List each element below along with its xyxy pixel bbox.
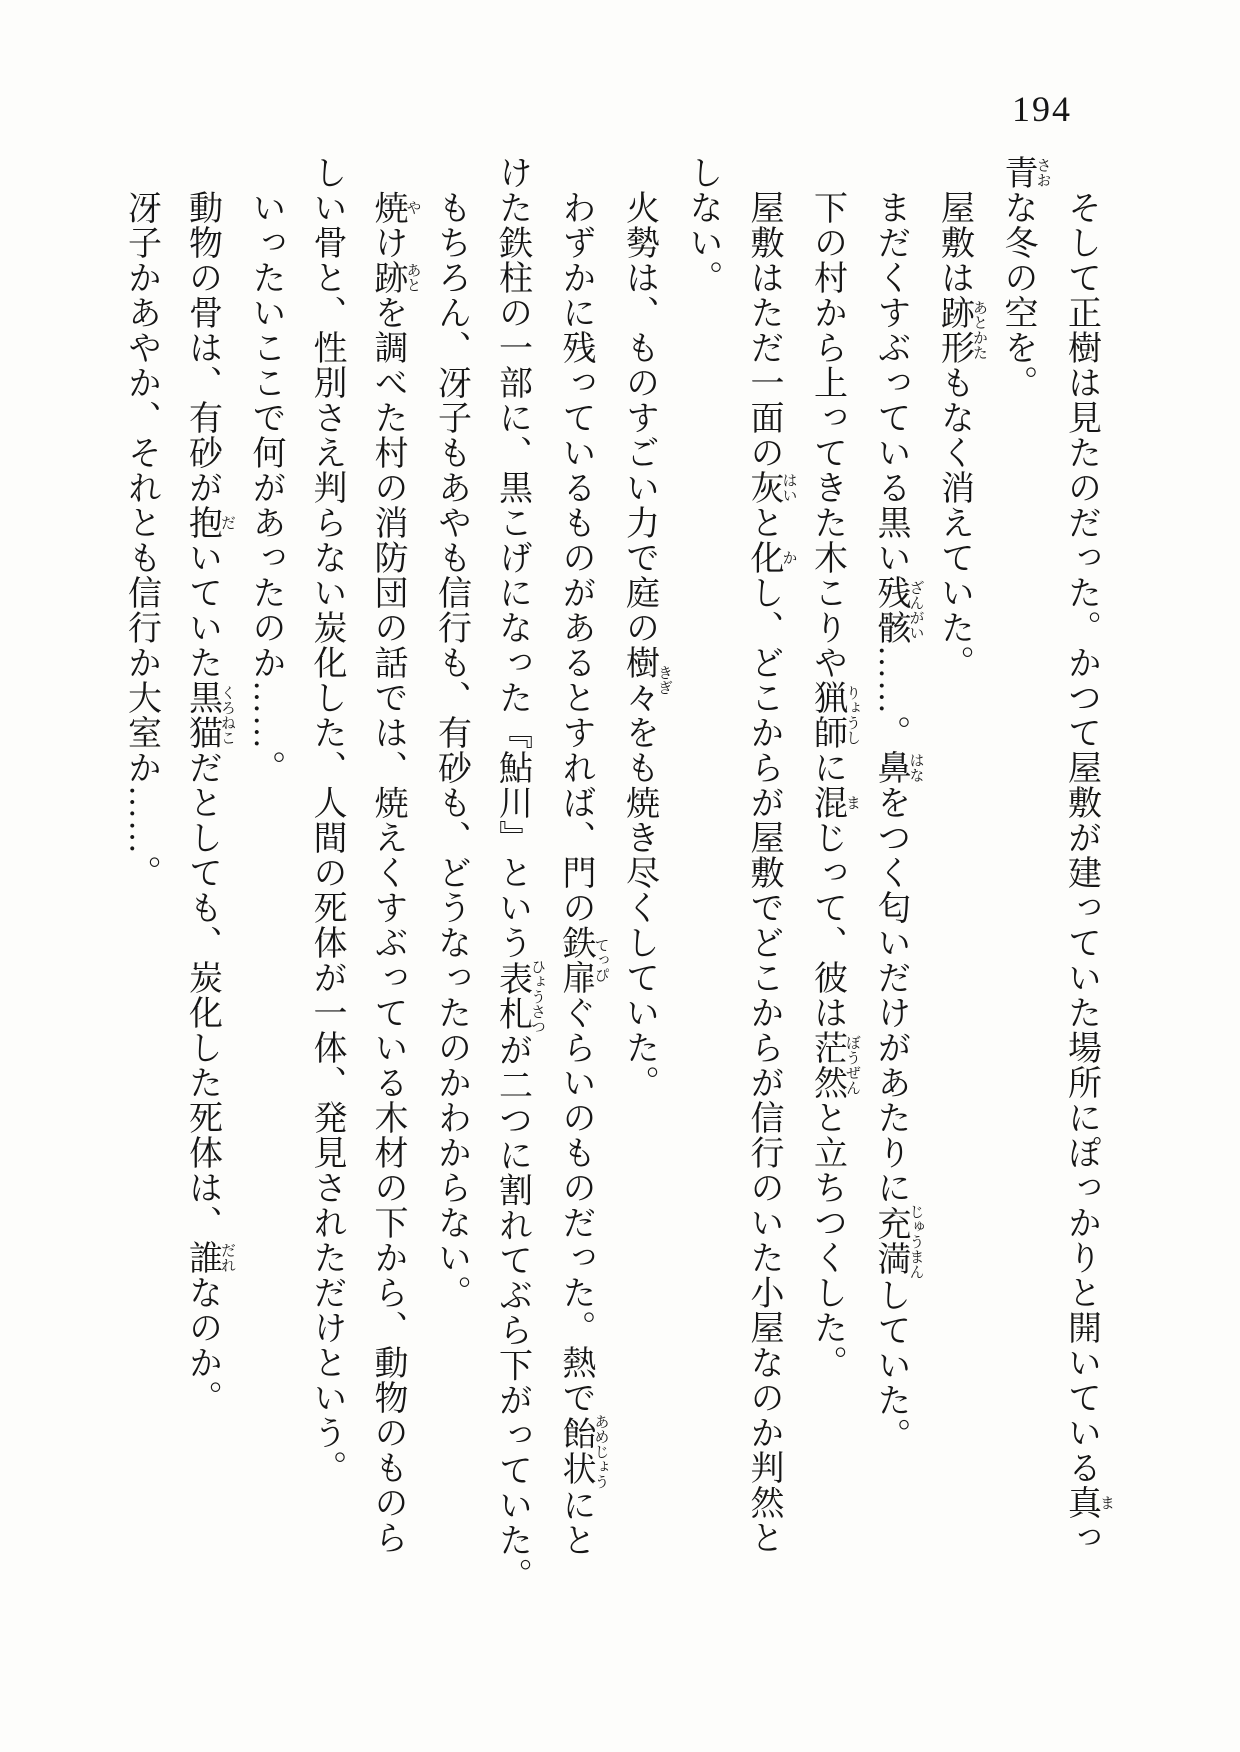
ruby-annotated-word — [183, 505, 235, 540]
text-column — [609, 155, 673, 1585]
ruby-annotated-word — [557, 925, 609, 995]
ruby-base-text: 表札 — [493, 958, 531, 1034]
text-run: いていた — [183, 540, 221, 680]
page-number: 194 — [1012, 89, 1072, 129]
ruby-annotated-word — [183, 1240, 235, 1275]
text-run: をも焼き尽くしていた。 — [620, 715, 658, 1100]
text-run: け — [369, 225, 406, 260]
text-run: しない。 — [684, 155, 721, 295]
ruby-base-text: 跡形 — [935, 295, 973, 365]
ruby-annotated-word — [745, 470, 797, 505]
text-run: が二つに割れてぶら下がっていた。 — [493, 1032, 531, 1593]
text-column — [1051, 155, 1115, 1585]
text-run: と立ちつくした。 — [808, 1100, 846, 1380]
text-run: けた鉄柱の一部に、黒こげになった『鮎川』という — [493, 155, 531, 960]
furigana: ま — [1098, 1485, 1114, 1520]
text-run: そして正樹は見たのだった。かつて屋敷が建っていた場所にぽっかりと開いている — [1062, 190, 1100, 1485]
ruby-base-text: 青 — [999, 155, 1036, 190]
ruby-base-text: 飴状 — [557, 1413, 594, 1489]
text-run: ぐらいのものだった。熱で — [557, 995, 594, 1415]
ruby-annotated-word — [369, 260, 421, 295]
text-run: なのか。 — [183, 1275, 221, 1415]
text-run: っ — [1062, 1520, 1100, 1555]
text-run: だとしても、炭化した死体は、 — [183, 750, 221, 1240]
text-column — [111, 155, 172, 1585]
furigana: さお — [1034, 155, 1051, 190]
furigana: てっぴ — [592, 925, 609, 995]
ruby-base-text: 樹々 — [620, 645, 658, 715]
ruby-base-text: 化 — [745, 540, 782, 575]
text-column — [545, 155, 609, 1585]
vertical-text-block — [111, 155, 1115, 1593]
text-column — [235, 155, 296, 1585]
text-run: を調べた村の消防団の話では、焼えくすぶっている木材の下から、動物のものら — [369, 295, 406, 1555]
furigana: ぼうぜん — [844, 1030, 860, 1100]
furigana: ま — [844, 785, 860, 820]
text-column — [357, 155, 421, 1585]
furigana: ざんがい — [907, 575, 924, 645]
text-run: に — [808, 750, 846, 785]
ruby-annotated-word — [620, 645, 672, 715]
text-column — [987, 155, 1051, 1585]
ruby-annotated-word — [808, 785, 860, 820]
ruby-annotated-word — [935, 295, 987, 365]
text-run: 屋敷は — [935, 190, 973, 295]
ruby-annotated-word — [493, 958, 545, 1034]
text-run: ……。 — [872, 645, 909, 750]
ruby-base-text: 残骸 — [872, 575, 909, 645]
text-column — [924, 155, 988, 1585]
furigana: か — [780, 540, 797, 575]
text-run: をつく匂いだけがあたりに — [872, 785, 909, 1205]
furigana: や — [404, 190, 421, 225]
furigana: くろねこ — [219, 680, 235, 750]
text-run: 冴子かあやか、それとも信行か大室か……。 — [122, 190, 160, 890]
ruby-annotated-word — [183, 680, 235, 750]
text-run: な冬の空を。 — [999, 190, 1036, 400]
text-run: もなく消えていた。 — [935, 365, 973, 680]
ruby-annotated-word — [872, 1203, 924, 1279]
ruby-base-text: 焼 — [369, 190, 406, 225]
ruby-annotated-word — [808, 1030, 860, 1100]
furigana: あとかた — [971, 295, 987, 365]
furigana: はな — [907, 750, 924, 785]
ruby-base-text: 混 — [808, 785, 846, 820]
furigana: だ — [219, 505, 235, 540]
text-run: じって、彼は — [808, 820, 846, 1030]
text-column — [421, 155, 482, 1585]
text-column — [860, 155, 924, 1585]
text-run: 火勢は、ものすごい力で庭の — [620, 190, 658, 645]
ruby-annotated-word — [872, 750, 924, 785]
text-run: わずかに残っているものがあるとすれば、門の — [557, 190, 594, 925]
text-run: していた。 — [872, 1277, 909, 1453]
ruby-base-text: 灰 — [745, 470, 782, 505]
text-run: いったいここで何があったのか……。 — [247, 190, 284, 785]
ruby-annotated-word — [808, 680, 860, 750]
ruby-annotated-word — [745, 540, 797, 575]
furigana: じゅうまん — [907, 1203, 924, 1279]
text-run: し、どこからが屋敷でどこからが信行のいた小屋なのか判然と — [745, 575, 782, 1555]
ruby-base-text: 抱 — [183, 505, 221, 540]
text-column — [733, 155, 797, 1585]
text-run: まだくすぶっている黒い — [872, 190, 909, 575]
text-column — [797, 155, 861, 1585]
text-run: にと — [557, 1487, 594, 1558]
text-column — [482, 155, 546, 1593]
text-run: もちろん、冴子もあやも信行も、有砂も、どうなったのかわからない。 — [432, 190, 470, 1310]
ruby-annotated-word — [557, 1413, 609, 1489]
ruby-base-text: 誰 — [183, 1240, 221, 1275]
furigana: きぎ — [656, 645, 672, 715]
ruby-annotated-word — [1062, 1485, 1114, 1520]
ruby-base-text: 茫然 — [808, 1030, 846, 1100]
text-run: 屋敷はただ一面の — [745, 190, 782, 470]
furigana: ひょうさつ — [529, 958, 545, 1034]
ruby-base-text: 跡 — [369, 260, 406, 295]
text-column — [672, 155, 733, 1585]
ruby-base-text: 鉄扉 — [557, 925, 594, 995]
text-column — [172, 155, 236, 1585]
ruby-annotated-word — [369, 190, 421, 225]
text-column — [296, 155, 357, 1585]
furigana: はい — [780, 470, 797, 505]
ruby-annotated-word — [872, 575, 924, 645]
ruby-base-text: 鼻 — [872, 750, 909, 785]
text-run: しい骨と、性別さえ判らない炭化した、人間の死体が一体、発見されただけという。 — [308, 155, 345, 1485]
furigana: りょうし — [844, 680, 860, 750]
ruby-annotated-word — [999, 155, 1051, 190]
ruby-base-text: 猟師 — [808, 680, 846, 750]
furigana: あめじょう — [592, 1413, 609, 1489]
text-run: と — [745, 505, 782, 540]
ruby-base-text: 真 — [1062, 1485, 1100, 1520]
ruby-base-text: 充満 — [872, 1203, 909, 1279]
text-run: 動物の骨は、有砂が — [183, 190, 221, 505]
text-run: 下の村から上ってきた木こりや — [808, 190, 846, 680]
ruby-base-text: 黒猫 — [183, 680, 221, 750]
furigana: だれ — [219, 1240, 235, 1275]
furigana: あと — [404, 260, 421, 295]
